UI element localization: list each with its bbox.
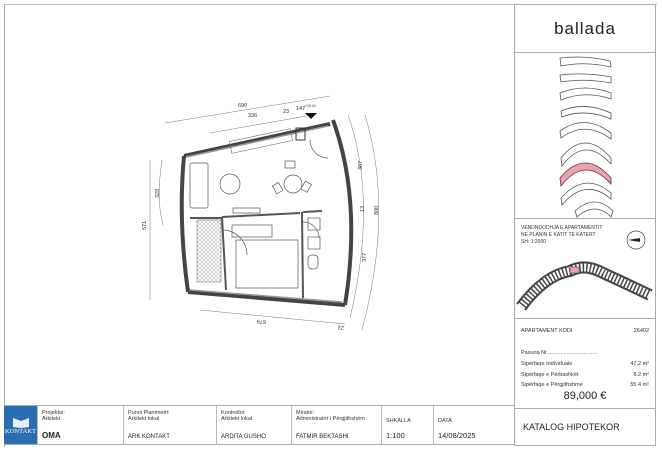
- brand-logo: [515, 5, 655, 53]
- planner-cell: Punoi Planimetri: Arkitekt lokal ARK KONTAKT: [124, 406, 217, 444]
- dim-top-c: 147: [296, 106, 306, 112]
- info-panel: [514, 4, 656, 446]
- area-individual-row: Sipërfaqe Individuale 47.2 m²: [521, 361, 649, 367]
- book-icon: [12, 416, 30, 428]
- compass-icon: [625, 229, 647, 251]
- dim-top-a: 336: [248, 113, 258, 119]
- designer-cell: Projektoi: Arkitekt OMA: [38, 406, 124, 444]
- price-value: 89,000 €: [563, 390, 607, 402]
- dim-right-c: 377: [362, 252, 368, 262]
- location-section: [515, 219, 655, 319]
- property-number-row: Pasuria Nr.................................: [521, 350, 598, 356]
- dim-left-a: 328: [155, 188, 161, 198]
- area-shared-row: Sipërfaqe e Përbashkët 8.2 m²: [521, 372, 649, 378]
- scale-cell: SHKALLA 1:100: [382, 406, 434, 444]
- dim-top-b: 23: [283, 109, 290, 115]
- dim-left-total: 571: [142, 220, 148, 230]
- apartment-code-row: APARTAMENT KODI 26402: [521, 328, 649, 334]
- location-title: VENDNDODHJA E APARTAMENTIT NE PLANIN E KATIT TE KATERT SH: 1:2000: [521, 225, 603, 245]
- building-floor-stack: [515, 53, 655, 219]
- area-total-row: Sipërfaqe e Përgjithshme 55.4 m²: [521, 382, 649, 388]
- brand-logo-text: ballada: [554, 18, 616, 38]
- dim-right-total: 800: [374, 205, 380, 215]
- dim-right-b: 13: [360, 205, 366, 212]
- title-block: [4, 405, 514, 445]
- catalog-label: KATALOG HIPOTEKOR: [523, 422, 620, 432]
- floor-plan: [5, 5, 513, 405]
- dim-level: +16.00: [305, 104, 316, 108]
- kontakt-logo: KONTAKT: [4, 406, 38, 444]
- apartment-code-value: 26402: [633, 328, 649, 334]
- approver-cell: Miratoi: Administrator i Përgjithshëm FATMIR BEKTASHI: [292, 406, 382, 444]
- dim-bottom-total: 679: [256, 317, 267, 325]
- apartment-info: [515, 319, 655, 409]
- dim-bottom-b: 23: [337, 323, 345, 331]
- floor-stack-diagram: [515, 53, 655, 219]
- site-plan-diagram: [515, 255, 655, 317]
- dim-right-a: 387: [358, 160, 364, 170]
- date-cell: DATA 14/08/2025: [438, 418, 476, 440]
- dim-top-total: 690: [238, 103, 248, 109]
- checker-cell: Kontrolloi: Arkitekt lokal ARDITA GUSHO: [217, 406, 292, 444]
